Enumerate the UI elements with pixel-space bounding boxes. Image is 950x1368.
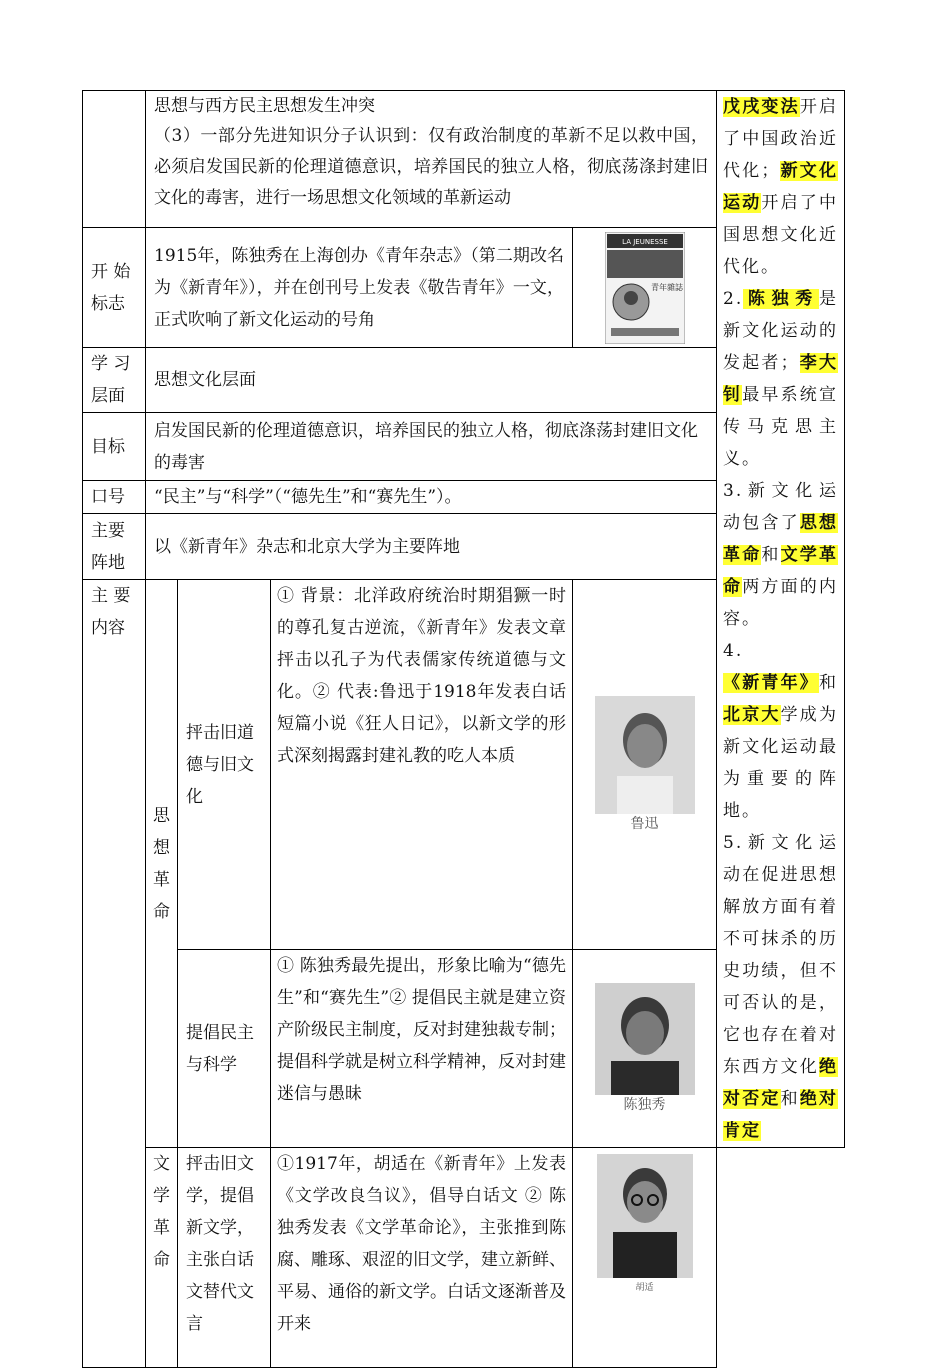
- side-text: 开启了中国政治近代化；: [723, 97, 839, 181]
- magazine-cell: [573, 228, 717, 348]
- hushi-caption: 胡适: [635, 1283, 654, 1293]
- side-text: 3.新文化运动包含了: [723, 481, 838, 533]
- side-text: 和: [761, 545, 781, 565]
- side-text: 学成为新文化运动最为重要的阵地。: [723, 705, 839, 821]
- sub2-title: 提倡民主与科学: [178, 950, 271, 1148]
- hl-chenduxiu: 陈独秀: [743, 289, 819, 309]
- hl-kending: 绝对肯定: [723, 1089, 839, 1141]
- intro-label-cell: [83, 91, 146, 228]
- level-label: 学 习 层面: [83, 348, 146, 413]
- hl-beida: 北京大: [723, 705, 781, 725]
- goal-text: 启发国民新的伦理道德意识，培养国民的独立人格，彻底涤荡封建旧文化的毒害: [146, 413, 717, 481]
- base-label: 主要 阵地: [83, 514, 146, 580]
- hl-xinqingnian: 《新青年》: [723, 673, 819, 693]
- chenduxiu-caption: 陈独秀: [623, 1096, 666, 1113]
- goal-label: 目标: [83, 413, 146, 481]
- intro-cell: [146, 91, 717, 228]
- side-text: 是新文化运动的发起者；: [723, 289, 838, 373]
- intro-line2: （3）一部分先进知识分子认识到：仅有政治制度的革新不足以救中国，必须启发国民新的伦理道德意识，培养国民的独立人格，彻底荡涤封建旧文化的毒害，进行一场思想文化领域的革新运动: [154, 126, 708, 208]
- sub2-text: ① 陈独秀最先提出，形象比喻为“德先生”和“赛先生”② 提倡民主就是建立资产阶级民主制度，反对封建独裁专制；提倡科学就是树立科学精神，反对封建迷信与愚昧: [271, 950, 573, 1148]
- level-text: 思想文化层面: [146, 348, 717, 413]
- magazine-cover-image: [605, 232, 685, 344]
- side-text: 5.新文化运动在促进思想解放方面有着不可抹杀的历史功绩，但不可否认的是，它也存在着对东西方文化: [723, 833, 838, 1077]
- side-text: 开启了中国思想文化近代化。: [723, 193, 839, 277]
- content-label: 主 要 内容: [83, 580, 146, 1368]
- side-notes: [717, 91, 845, 1148]
- side-text: 两方面的内容。: [723, 577, 839, 629]
- magazine-cn-title: 青年雜誌: [650, 282, 683, 292]
- hushi-photo-cell: [573, 1148, 717, 1368]
- side-text: 最早系统宣传马克思主义。: [723, 385, 839, 469]
- magazine-title: LA JEUNESSE: [621, 237, 668, 246]
- luxun-photo-cell: [573, 580, 717, 950]
- thought-revolution-label: 思想革命: [146, 580, 178, 1148]
- intro-line1: 思想与西方民主思想发生冲突: [154, 96, 375, 116]
- side-point-5: [723, 827, 838, 1147]
- chenduxiu-photo-cell: [573, 950, 717, 1148]
- slogan-label: 口号: [83, 481, 146, 514]
- side-point-2: [723, 283, 838, 475]
- start-label: 开 始 标志: [83, 228, 146, 348]
- notes-table: [82, 90, 845, 1368]
- hl-wuxu: 戊戌变法: [723, 97, 800, 117]
- sub1-text: ① 背景：北洋政府统治时期猖獗一时的尊孔复古逆流，《新青年》发表文章抨击以孔子为代表儒家传统道德与文化。② 代表:鲁迅于1918年发表白话短篇小说《狂人日记》，以新文学的形式深刻揭露封建礼教的吃人本质: [271, 580, 573, 950]
- luxun-photo: [595, 696, 695, 814]
- hl-xinwenhua: 新文化运动: [723, 161, 839, 213]
- side-point-3: [723, 475, 838, 635]
- sub3-title: 抨击旧文学，提倡新文学，主张白话文替代文言: [178, 1148, 271, 1368]
- slogan-text: “民主”与“科学”（“德先生”和“赛先生”）。: [146, 481, 717, 514]
- side-text: 和: [819, 673, 838, 693]
- side-text: 2.: [723, 289, 744, 309]
- hl-sixiang: 思想革命: [723, 513, 839, 565]
- hl-lidazhao: 李大钊: [723, 353, 839, 405]
- side-text: 和: [780, 1089, 800, 1109]
- literature-revolution-label: 文学革命: [146, 1148, 178, 1368]
- side-point-1: [723, 91, 838, 283]
- side-point-4: [723, 635, 838, 827]
- luxun-caption: 鲁迅: [630, 815, 659, 832]
- hushi-photo: [597, 1154, 693, 1278]
- start-text: 1915年，陈独秀在上海创办《青年杂志》（第二期改名为《新青年》），并在创刊号上发表《敬告青年》一文，正式吹响了新文化运动的号角: [146, 228, 573, 348]
- chenduxiu-photo: [595, 983, 695, 1095]
- base-text: 以《新青年》杂志和北京大学为主要阵地: [146, 514, 717, 580]
- sub1-title: 抨击旧道德与旧文化: [178, 580, 271, 950]
- hl-fouding: 绝对否定: [723, 1057, 838, 1109]
- sub3-text: ①1917年，胡适在《新青年》上发表《文学改良刍议》，倡导白话文 ② 陈独秀发表《文学革命论》，主张推到陈腐、雕琢、艰涩的旧文学，建立新鲜、平易、通俗的新文学。白话文逐渐普及开来: [271, 1148, 573, 1368]
- hl-wenxue: 文学革命: [723, 545, 839, 597]
- side-text: 4.: [723, 641, 744, 661]
